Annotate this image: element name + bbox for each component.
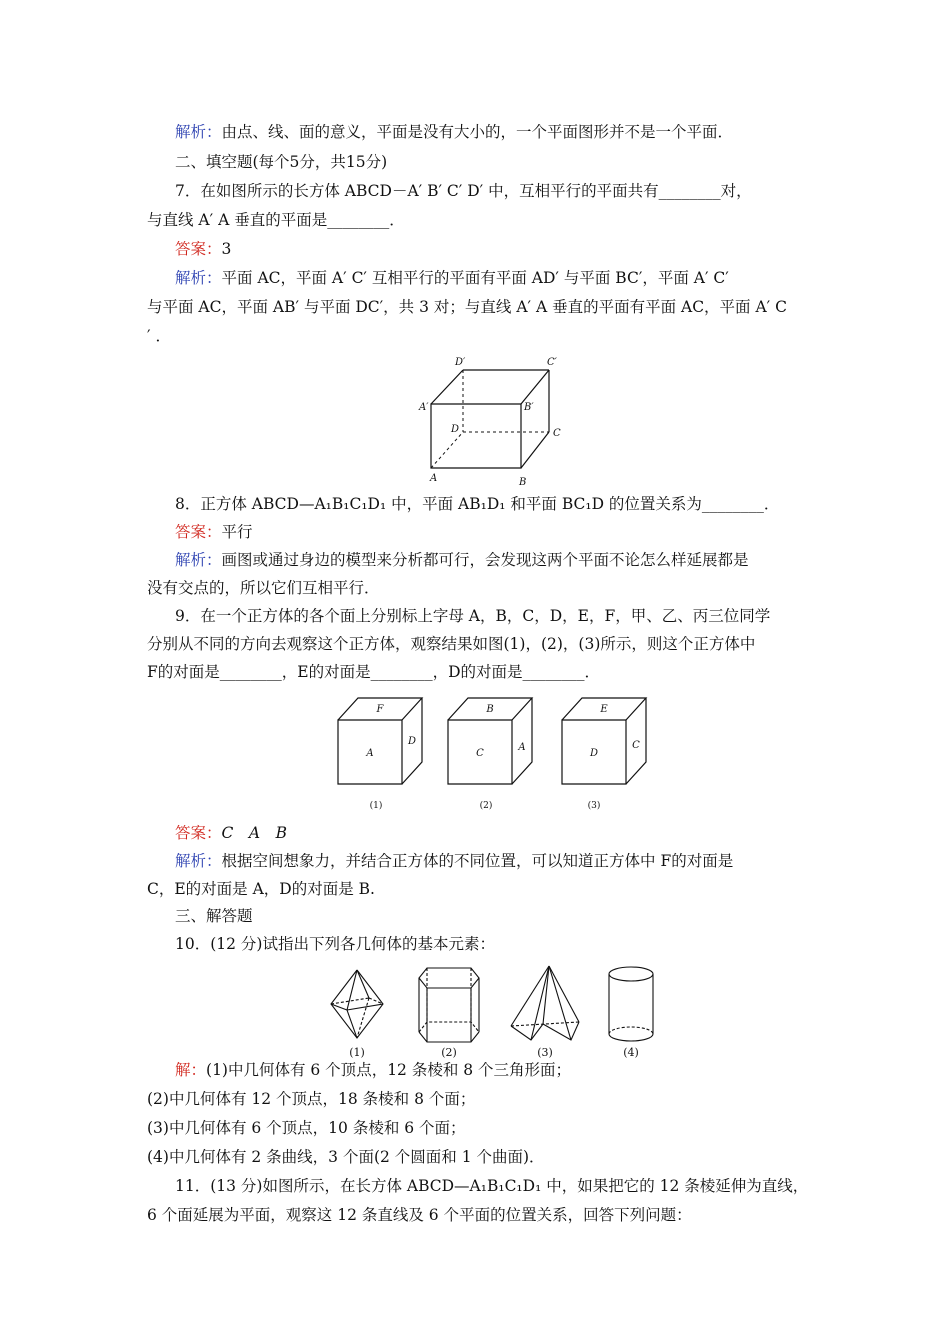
q6-analysis: 解析：由点、线、面的意义，平面是没有大小的，一个平面图形并不是一个平面．	[175, 123, 734, 141]
label-B: B	[519, 477, 527, 488]
analysis-label: 解析：	[175, 551, 222, 569]
q9-line2: 分别从不同的方向去观察这个正方体，观察结果如图(1)，(2)，(3)所示，则这个正方体中	[147, 635, 756, 653]
hexagonal-prism	[419, 968, 479, 1042]
q8-analysis-line2: 没有交点的，所以它们互相平行．	[147, 579, 380, 597]
q9-answer: 答案：C A B	[175, 824, 287, 842]
q9-line1: 9．在一个正方体的各个面上分别标上字母 A，B，C，D，E，F，甲、乙、丙三位同学	[175, 607, 771, 625]
q10-solution-line1: 解：(1)中几何体有 6 个顶点，12 条棱和 8 个三角形面；	[175, 1061, 572, 1079]
cube2-caption: (2)	[479, 801, 493, 811]
cube1-side: D	[407, 736, 417, 747]
cube3-front: D	[589, 748, 599, 759]
q9-cubes-figure	[330, 692, 650, 818]
cylinder	[609, 967, 653, 1041]
section-fill-in-heading: 二、填空题(每个5分，共15分)	[175, 153, 388, 171]
q8-line1: 8．正方体 ABCD—A₁B₁C₁D₁ 中，平面 AB₁D₁ 和平面 BC₁D 的位置关系为________．	[175, 495, 780, 513]
cube3-side: C	[632, 740, 640, 751]
cube1-top: F	[376, 704, 384, 715]
cube1-caption: (1)	[369, 801, 383, 811]
q10-solution-line2: (2)中几何体有 12 个顶点，18 条棱和 8 个面；	[147, 1090, 476, 1108]
solid1-caption: (1)	[349, 1046, 365, 1059]
analysis-label: 解析：	[175, 269, 222, 287]
octahedron	[331, 970, 383, 1038]
q9-line3: F的对面是________，E的对面是________，D的对面是________．	[147, 663, 600, 681]
answer-label: 答案：	[175, 240, 222, 258]
q10-solids-figure	[325, 960, 665, 1060]
pyramid	[511, 966, 579, 1040]
cube2-side: A	[518, 742, 526, 753]
q10-solution-line4: (4)中几何体有 2 条曲线，3 个面(2 个圆面和 1 个曲面)．	[147, 1148, 545, 1166]
q7-analysis-line2: 与平面 AC，平面 AB′ 与平面 DC′，共 3 对；与直线 A′ A 垂直的平面有平面 AC，平面 A′ C	[147, 298, 787, 316]
q7-line1: 7．在如图所示的长方体 ABCD－A′ B′ C′ D′ 中，互相平行的平面共有________对，	[175, 182, 752, 200]
analysis-label: 解析：	[175, 123, 222, 141]
section-solve-heading: 三、解答题	[175, 907, 253, 925]
answer-label: 答案：	[175, 523, 222, 541]
label-C1: C′	[547, 357, 557, 368]
q10-solution-line3: (3)中几何体有 6 个顶点，10 条棱和 6 个面；	[147, 1119, 466, 1137]
q7-cuboid-figure	[415, 352, 575, 490]
q8-answer: 答案：平行	[175, 523, 253, 541]
label-A1: A′	[419, 402, 429, 413]
q9-analysis-line1: 解析：根据空间想象力，并结合正方体的不同位置，可以知道正方体中 F的对面是	[175, 852, 734, 870]
q11-line2: 6 个面延展为平面，观察这 12 条直线及 6 个平面的位置关系，回答下列问题：	[147, 1206, 692, 1224]
cube3-top: E	[600, 704, 608, 715]
q7-analysis-line3: ′ ．	[147, 327, 171, 345]
cube1-front: A	[366, 748, 374, 759]
solid4-caption: (4)	[623, 1046, 639, 1059]
solid3-caption: (3)	[537, 1046, 553, 1059]
cube2-top: B	[486, 704, 494, 715]
q8-analysis-line1: 解析：画图或通过身边的模型来分析都可行，会发现这两个平面不论怎么样延展都是	[175, 551, 749, 569]
label-C: C	[553, 428, 561, 439]
q11-line1: 11．(13 分)如图所示，在长方体 ABCD—A₁B₁C₁D₁ 中，如果把它的 12 条棱延伸为直线，	[175, 1177, 809, 1195]
solid2-caption: (2)	[441, 1046, 457, 1059]
solution-label: 解：	[175, 1061, 207, 1079]
label-D: D	[451, 424, 460, 435]
q7-analysis-line1: 解析：平面 AC，平面 A′ C′ 互相平行的平面有平面 AD′ 与平面 BC′，平面 A′ C′	[175, 269, 729, 287]
label-D1: D′	[455, 357, 466, 368]
analysis-label: 解析：	[175, 852, 222, 870]
q7-line2: 与直线 A′ A 垂直的平面是________．	[147, 211, 405, 229]
label-B1: B′	[524, 402, 534, 413]
answer-label: 答案：	[175, 824, 222, 842]
cube2-front: C	[476, 748, 484, 759]
label-A: A	[430, 473, 438, 484]
q9-analysis-line2: C，E的对面是 A，D的对面是 B.	[147, 880, 375, 898]
q7-answer: 答案：3	[175, 240, 232, 258]
q10-line1: 10．(12 分)试指出下列各几何体的基本元素：	[175, 935, 495, 953]
cube3-caption: (3)	[587, 801, 601, 811]
